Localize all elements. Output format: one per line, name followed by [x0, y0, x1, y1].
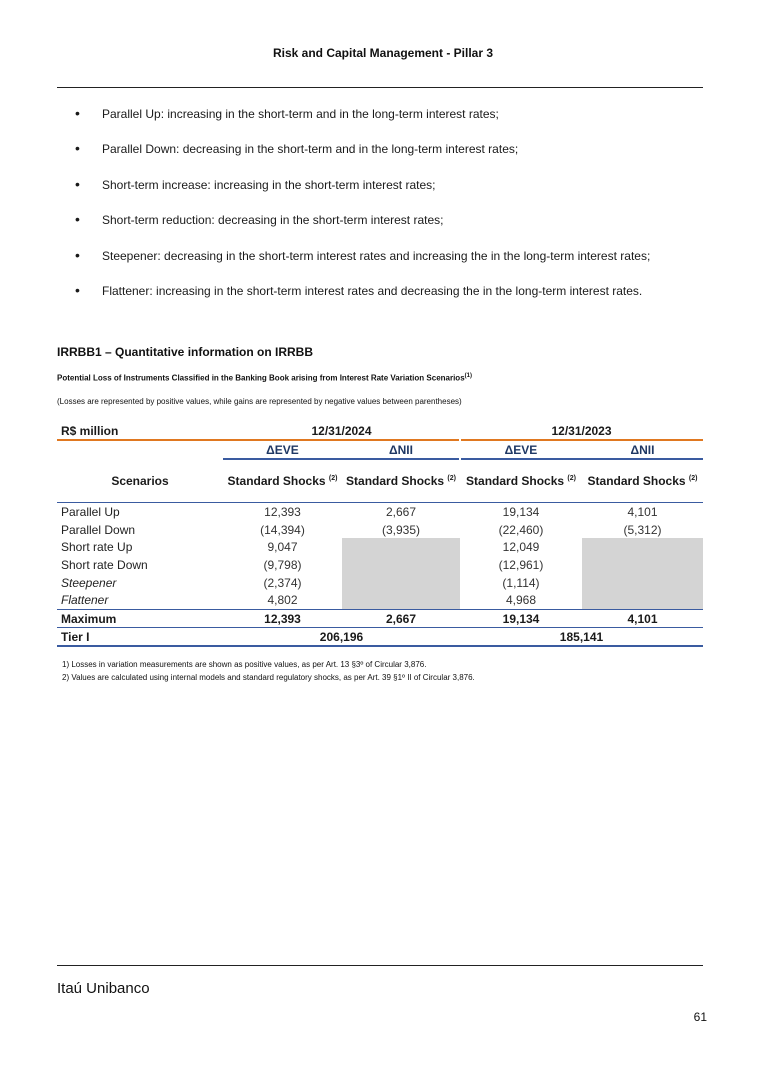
- table-row: [57, 521, 703, 539]
- shock-header: Standard Shocks $^{(2)}$: [587, 474, 698, 488]
- page-number: 61: [693, 1010, 707, 1024]
- maximum-row: [57, 610, 703, 628]
- row-label: Short rate Up: [61, 540, 133, 555]
- table-row: [57, 591, 703, 609]
- bullet-text: Steepener: decreasing in the short-term interest rates and increasing the in the long-term interest rates;: [102, 248, 651, 263]
- bullet-text: Short-term reduction: decreasing in the short-term interest rates;: [102, 213, 444, 228]
- empty-cell: [582, 574, 703, 592]
- cell: 185,141: [460, 628, 703, 647]
- shock-header: Standard Shocks $^{(2)}$: [466, 474, 576, 488]
- cell: 12,049: [502, 540, 540, 555]
- delta-nii-header: ΔNII: [389, 442, 413, 457]
- cell: 206,196: [223, 628, 460, 647]
- table-unit-label: R$ million: [61, 423, 119, 438]
- bullet-icon: •: [75, 211, 80, 228]
- empty-cell: [582, 591, 703, 609]
- period-header-2024: 12/31/2024: [311, 423, 372, 438]
- cell: 4,968: [505, 593, 537, 608]
- bullet-icon: •: [75, 105, 80, 121]
- row-label: Maximum: [57, 610, 223, 628]
- cell: 4,101: [582, 610, 703, 628]
- bullet-item: [75, 210, 715, 245]
- row-label: Flattener: [61, 593, 109, 608]
- section-title: IRRBB1 – Quantitative information on IRRBB: [57, 345, 314, 359]
- bullet-item: [75, 175, 715, 210]
- cell: 19,134: [460, 610, 582, 628]
- bullet-icon: •: [75, 140, 80, 157]
- bullet-text: Short-term increase: increasing in the short-term interest rates;: [102, 177, 436, 192]
- bullet-text: Parallel Up: increasing in the short-term and in the long-term interest rates;: [102, 107, 499, 121]
- bullet-item: [75, 281, 715, 316]
- scenarios-header: Scenarios: [111, 474, 169, 488]
- cell: 19,134: [502, 504, 540, 519]
- delta-eve-header: ΔEVE: [266, 442, 299, 457]
- empty-cell: [582, 538, 703, 556]
- cell: (5,312): [623, 522, 662, 537]
- irrbb-table: [57, 422, 703, 647]
- cell: (14,394): [260, 522, 305, 537]
- cell: (3,935): [381, 522, 421, 537]
- table-row: [57, 503, 703, 521]
- empty-cell: [342, 591, 460, 609]
- shock-header: Standard Shocks $^{(2)}$: [227, 474, 338, 488]
- bullet-item: [75, 246, 715, 281]
- row-label: Steepener: [61, 575, 117, 590]
- footnote: 2) Values are calculated using internal models and standard regulatory shocks, as per Art. 39 §1º II of Circular 3,876.: [62, 673, 475, 682]
- row-label: Short rate Down: [61, 557, 148, 572]
- section-subtitle: Potential Loss of Instruments Classified in the Banking Book arising from Interest Rate Variation Scenarios$^{(1)}$: [57, 373, 472, 383]
- bullet-item: [75, 104, 715, 139]
- subtitle-footnote-ref: (1): [464, 373, 472, 379]
- cell: 4,101: [627, 504, 658, 519]
- tier-row: [57, 628, 703, 647]
- bullet-text: Parallel Down: decreasing in the short-term and in the long-term interest rates;: [102, 142, 519, 157]
- table-row: [57, 556, 703, 574]
- empty-cell: [342, 556, 460, 574]
- row-label: Tier I: [57, 628, 223, 647]
- footer-divider: [57, 965, 703, 966]
- cell: (2,374): [263, 575, 302, 590]
- scenario-bullet-list: [75, 104, 715, 316]
- bullet-item: [75, 139, 715, 174]
- cell: 2,667: [342, 610, 460, 628]
- period-header-2023: 12/31/2023: [551, 423, 612, 438]
- cell: (12,961): [498, 557, 544, 572]
- page-header-title: Risk and Capital Management - Pillar 3: [272, 46, 494, 60]
- footnote: 1) Losses in variation measurements are shown as positive values, as per Art. 13 §3º of Circular 3,876.: [62, 660, 427, 669]
- delta-nii-header: ΔNII: [630, 442, 655, 457]
- footer-brand: Itaú Unibanco: [57, 980, 150, 997]
- delta-eve-header: ΔEVE: [504, 442, 538, 457]
- cell: 12,393: [223, 610, 342, 628]
- bullet-icon: •: [75, 281, 80, 298]
- cell: (22,460): [498, 522, 544, 537]
- cell: (9,798): [263, 557, 302, 572]
- table-row: [57, 538, 703, 556]
- row-label: Parallel Up: [61, 504, 120, 519]
- bullet-icon: •: [75, 175, 80, 192]
- row-label: Parallel Down: [61, 522, 136, 537]
- empty-cell: [582, 556, 703, 574]
- cell: 4,802: [267, 593, 298, 608]
- cell: 2,667: [385, 504, 417, 519]
- bullet-text: Flattener: increasing in the short-term interest rates and decreasing the in the long-term interest rates.: [102, 283, 643, 298]
- cell: 9,047: [267, 540, 298, 555]
- empty-cell: [342, 538, 460, 556]
- section-note: (Losses are represented by positive values, while gains are represented by negative values between parentheses): [57, 397, 462, 406]
- cell: 12,393: [264, 504, 301, 519]
- shock-header: Standard Shocks $^{(2)}$: [346, 474, 456, 488]
- header-divider: [57, 87, 703, 88]
- cell: (1,114): [502, 575, 540, 590]
- bullet-icon: •: [75, 246, 80, 263]
- table-row: [57, 574, 703, 592]
- empty-cell: [342, 574, 460, 592]
